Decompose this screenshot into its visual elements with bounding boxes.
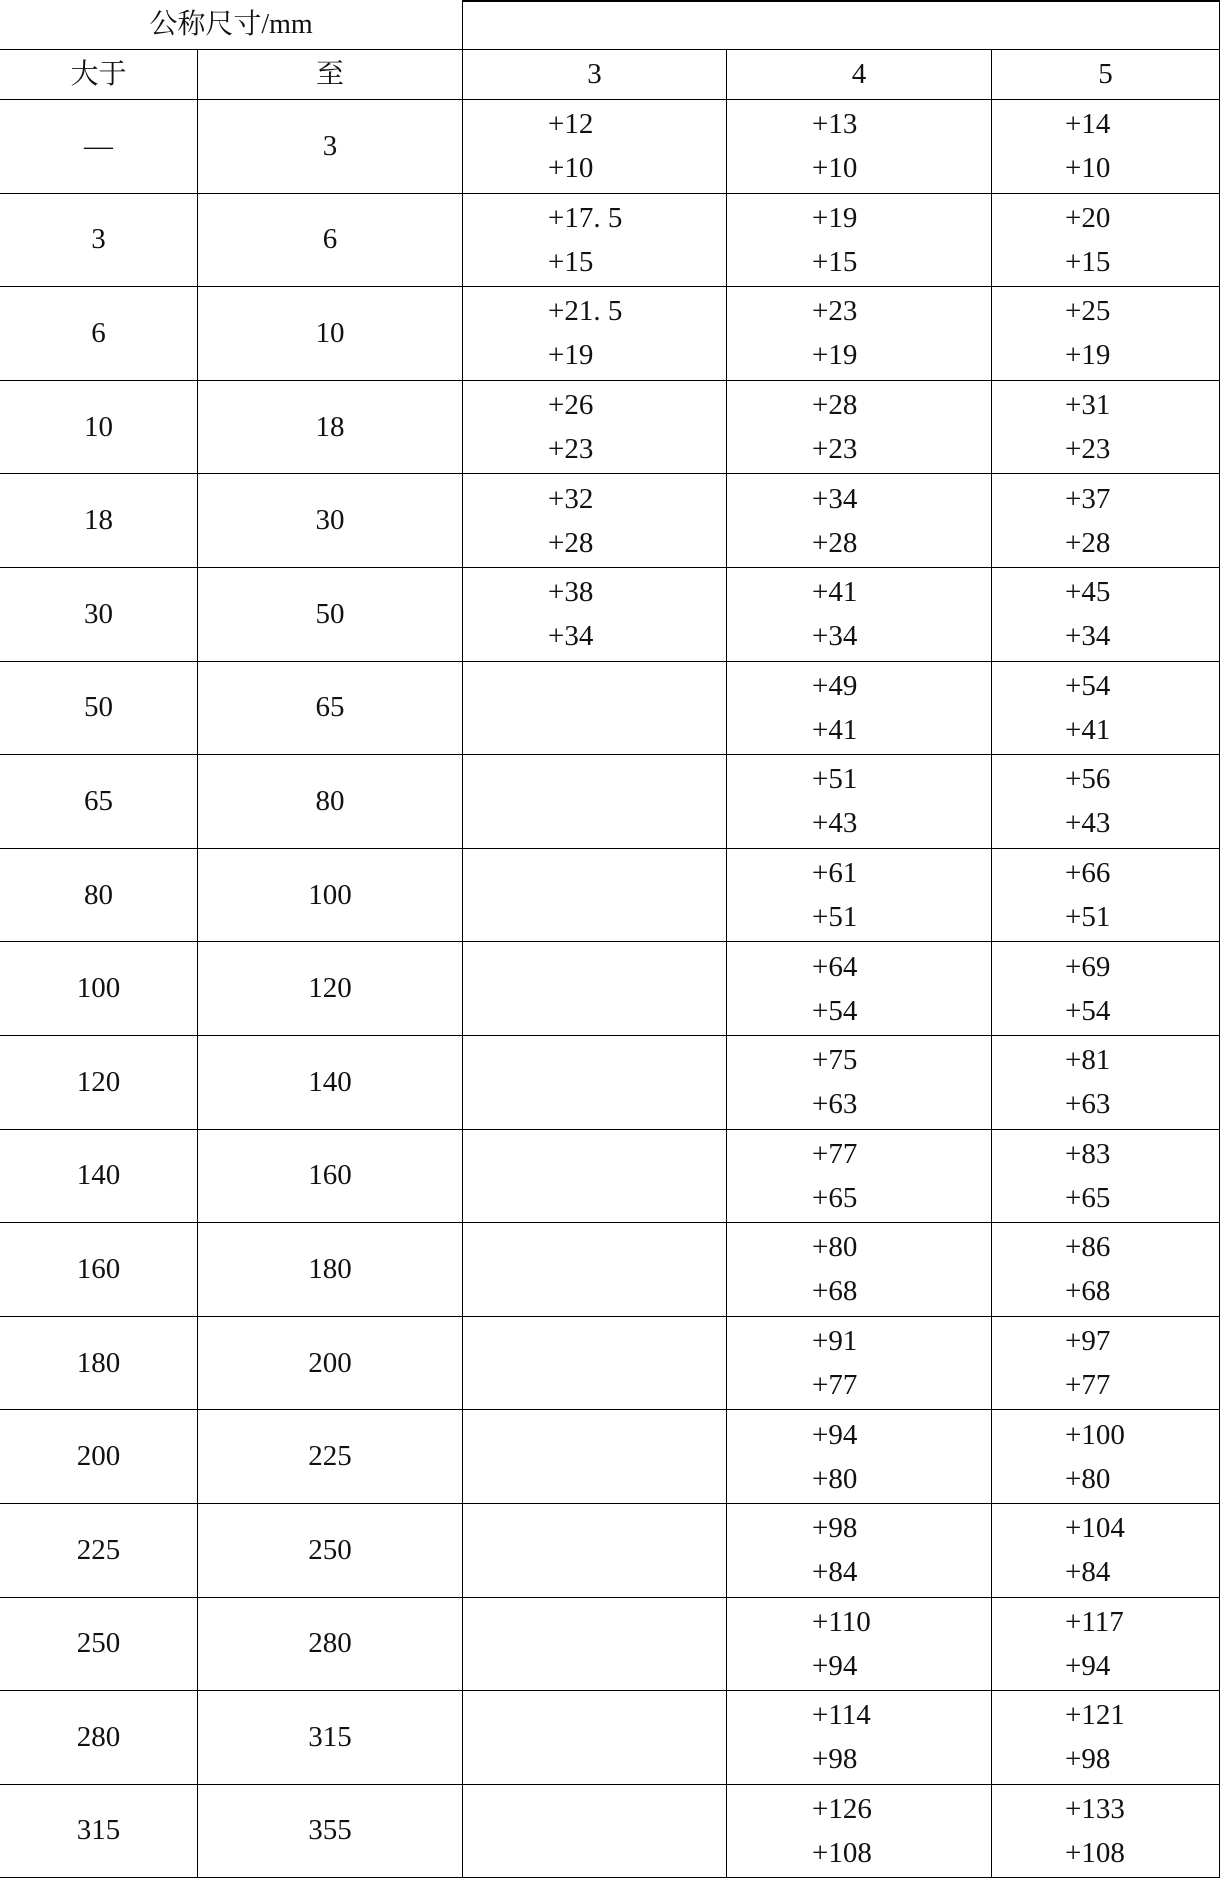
lower-deviation: +98 [1065,1743,1111,1776]
cell-over: 160 [0,1223,198,1317]
lower-deviation: +77 [812,1369,858,1402]
upper-deviation: +23 [812,295,858,328]
cell-grade-4 [727,474,992,568]
cell-to: 280 [198,1598,463,1692]
cell-grade-3 [463,287,727,381]
cell-grade-4 [727,100,992,194]
upper-deviation: +91 [812,1325,858,1358]
lower-deviation: +19 [812,339,858,372]
cell-grade-3 [463,942,727,1036]
cell-over: 140 [0,1130,198,1224]
upper-deviation: +54 [1065,669,1111,702]
upper-deviation: +45 [1065,576,1111,609]
cell-over: 120 [0,1036,198,1130]
upper-deviation: +114 [812,1699,871,1732]
cell-to: 140 [198,1036,463,1130]
upper-deviation: +12 [548,108,594,141]
upper-deviation: +28 [812,389,858,422]
cell-to: 355 [198,1785,463,1879]
cell-grade-4 [727,194,992,288]
cell-grade-3 [463,474,727,568]
cell-grade-5 [992,1130,1220,1224]
upper-deviation: +49 [812,669,858,702]
cell-grade-3 [463,381,727,475]
lower-deviation: +80 [1065,1462,1111,1495]
upper-deviation: +104 [1065,1512,1125,1545]
upper-deviation: +75 [812,1044,858,1077]
cell-grade-5 [992,849,1220,943]
lower-deviation: +28 [812,526,858,559]
lower-deviation: +108 [812,1836,872,1869]
lower-deviation: +19 [548,339,594,372]
cell-to: 30 [198,474,463,568]
upper-deviation: +83 [1065,1137,1111,1170]
cell-to: 65 [198,662,463,756]
cell-grade-4 [727,1223,992,1317]
cell-grade-5 [992,662,1220,756]
cell-grade-4 [727,1130,992,1224]
cell-over: 50 [0,662,198,756]
grade-header-4: 4 [727,50,992,100]
cell-over: — [0,100,198,194]
upper-deviation: +26 [548,389,594,422]
lower-deviation: +10 [548,152,594,185]
cell-grade-4 [727,755,992,849]
cell-grade-5 [992,1036,1220,1130]
upper-deviation: +32 [548,482,594,515]
lower-deviation: +68 [812,1275,858,1308]
cell-over: 250 [0,1598,198,1692]
cell-grade-5 [992,287,1220,381]
cell-to: 160 [198,1130,463,1224]
lower-deviation: +94 [1065,1649,1111,1682]
lower-deviation: +94 [812,1649,858,1682]
upper-deviation: +98 [812,1512,858,1545]
lower-deviation: +43 [812,807,858,840]
lower-deviation: +68 [1065,1275,1111,1308]
cell-grade-4 [727,1317,992,1411]
cell-grade-3 [463,568,727,662]
cell-grade-3 [463,755,727,849]
cell-to: 250 [198,1504,463,1598]
cell-over: 180 [0,1317,198,1411]
cell-over: 10 [0,381,198,475]
upper-deviation: +66 [1065,857,1111,890]
upper-deviation: +21. 5 [548,295,623,328]
cell-grade-4 [727,1504,992,1598]
upper-deviation: +14 [1065,108,1111,141]
over-header: 大于 [0,50,198,100]
cell-grade-5 [992,1223,1220,1317]
cell-grade-3 [463,1410,727,1504]
upper-deviation: +133 [1065,1792,1125,1825]
cell-grade-3 [463,1504,727,1598]
lower-deviation: +10 [812,152,858,185]
cell-to: 6 [198,194,463,288]
cell-to: 180 [198,1223,463,1317]
upper-deviation: +13 [812,108,858,141]
cell-grade-5 [992,100,1220,194]
lower-deviation: +80 [812,1462,858,1495]
lower-deviation: +28 [548,526,594,559]
lower-deviation: +41 [1065,713,1111,746]
cell-to: 120 [198,942,463,1036]
cell-grade-5 [992,194,1220,288]
cell-to: 200 [198,1317,463,1411]
cell-grade-5 [992,1410,1220,1504]
upper-deviation: +69 [1065,950,1111,983]
cell-grade-5 [992,1317,1220,1411]
lower-deviation: +54 [1065,994,1111,1027]
upper-deviation: +117 [1065,1605,1124,1638]
cell-to: 315 [198,1691,463,1785]
cell-grade-3 [463,194,727,288]
grade-header-group [463,0,1220,50]
upper-deviation: +126 [812,1792,872,1825]
cell-grade-4 [727,662,992,756]
lower-deviation: +63 [1065,1088,1111,1121]
cell-over: 3 [0,194,198,288]
lower-deviation: +63 [812,1088,858,1121]
cell-to: 50 [198,568,463,662]
cell-to: 3 [198,100,463,194]
cell-over: 18 [0,474,198,568]
lower-deviation: +84 [812,1556,858,1589]
cell-over: 6 [0,287,198,381]
cell-grade-3 [463,1130,727,1224]
upper-deviation: +80 [812,1231,858,1264]
cell-grade-4 [727,849,992,943]
cell-grade-4 [727,287,992,381]
cell-over: 200 [0,1410,198,1504]
lower-deviation: +51 [812,901,858,934]
cell-over: 100 [0,942,198,1036]
cell-grade-5 [992,568,1220,662]
cell-grade-5 [992,1504,1220,1598]
cell-to: 225 [198,1410,463,1504]
cell-grade-5 [992,1785,1220,1879]
upper-deviation: +64 [812,950,858,983]
lower-deviation: +65 [1065,1181,1111,1214]
upper-deviation: +81 [1065,1044,1111,1077]
cell-grade-3 [463,1036,727,1130]
upper-deviation: +110 [812,1605,871,1638]
cell-grade-4 [727,381,992,475]
cell-to: 100 [198,849,463,943]
cell-grade-3 [463,1691,727,1785]
lower-deviation: +34 [1065,620,1111,653]
lower-deviation: +15 [812,245,858,278]
upper-deviation: +25 [1065,295,1111,328]
upper-deviation: +61 [812,857,858,890]
upper-deviation: +51 [812,763,858,796]
cell-over: 225 [0,1504,198,1598]
cell-grade-3 [463,1317,727,1411]
cell-grade-4 [727,568,992,662]
upper-deviation: +86 [1065,1231,1111,1264]
lower-deviation: +41 [812,713,858,746]
cell-grade-3 [463,849,727,943]
cell-grade-5 [992,1691,1220,1785]
cell-grade-3 [463,1223,727,1317]
grade-header-5: 5 [992,50,1220,100]
cell-grade-5 [992,381,1220,475]
lower-deviation: +34 [812,620,858,653]
upper-deviation: +34 [812,482,858,515]
upper-deviation: +77 [812,1137,858,1170]
cell-over: 280 [0,1691,198,1785]
cell-grade-5 [992,474,1220,568]
cell-to: 18 [198,381,463,475]
grade-header-3: 3 [463,50,727,100]
lower-deviation: +28 [1065,526,1111,559]
lower-deviation: +15 [1065,245,1111,278]
cell-grade-3 [463,662,727,756]
to-header: 至 [198,50,463,100]
lower-deviation: +51 [1065,901,1111,934]
lower-deviation: +43 [1065,807,1111,840]
upper-deviation: +17. 5 [548,201,623,234]
upper-deviation: +41 [812,576,858,609]
cell-grade-3 [463,1785,727,1879]
lower-deviation: +15 [548,245,594,278]
upper-deviation: +100 [1065,1418,1125,1451]
upper-deviation: +121 [1065,1699,1125,1732]
cell-grade-3 [463,100,727,194]
lower-deviation: +19 [1065,339,1111,372]
cell-over: 315 [0,1785,198,1879]
upper-deviation: +20 [1065,201,1111,234]
cell-over: 80 [0,849,198,943]
cell-grade-4 [727,1785,992,1879]
lower-deviation: +23 [812,433,858,466]
cell-grade-5 [992,755,1220,849]
lower-deviation: +23 [1065,433,1111,466]
cell-grade-3 [463,1598,727,1692]
upper-deviation: +31 [1065,389,1111,422]
cell-grade-5 [992,942,1220,1036]
cell-over: 30 [0,568,198,662]
cell-over: 65 [0,755,198,849]
cell-grade-4 [727,1598,992,1692]
cell-grade-4 [727,942,992,1036]
upper-deviation: +19 [812,201,858,234]
lower-deviation: +65 [812,1181,858,1214]
lower-deviation: +108 [1065,1836,1125,1869]
lower-deviation: +54 [812,994,858,1027]
lower-deviation: +98 [812,1743,858,1776]
lower-deviation: +10 [1065,152,1111,185]
cell-grade-4 [727,1036,992,1130]
lower-deviation: +34 [548,620,594,653]
cell-to: 10 [198,287,463,381]
upper-deviation: +94 [812,1418,858,1451]
upper-deviation: +97 [1065,1325,1111,1358]
upper-deviation: +56 [1065,763,1111,796]
lower-deviation: +77 [1065,1369,1111,1402]
cell-grade-4 [727,1691,992,1785]
cell-grade-5 [992,1598,1220,1692]
nominal-size-header: 公称尺寸/mm [0,0,463,50]
upper-deviation: +37 [1065,482,1111,515]
cell-to: 80 [198,755,463,849]
cell-grade-4 [727,1410,992,1504]
lower-deviation: +84 [1065,1556,1111,1589]
lower-deviation: +23 [548,433,594,466]
upper-deviation: +38 [548,576,594,609]
